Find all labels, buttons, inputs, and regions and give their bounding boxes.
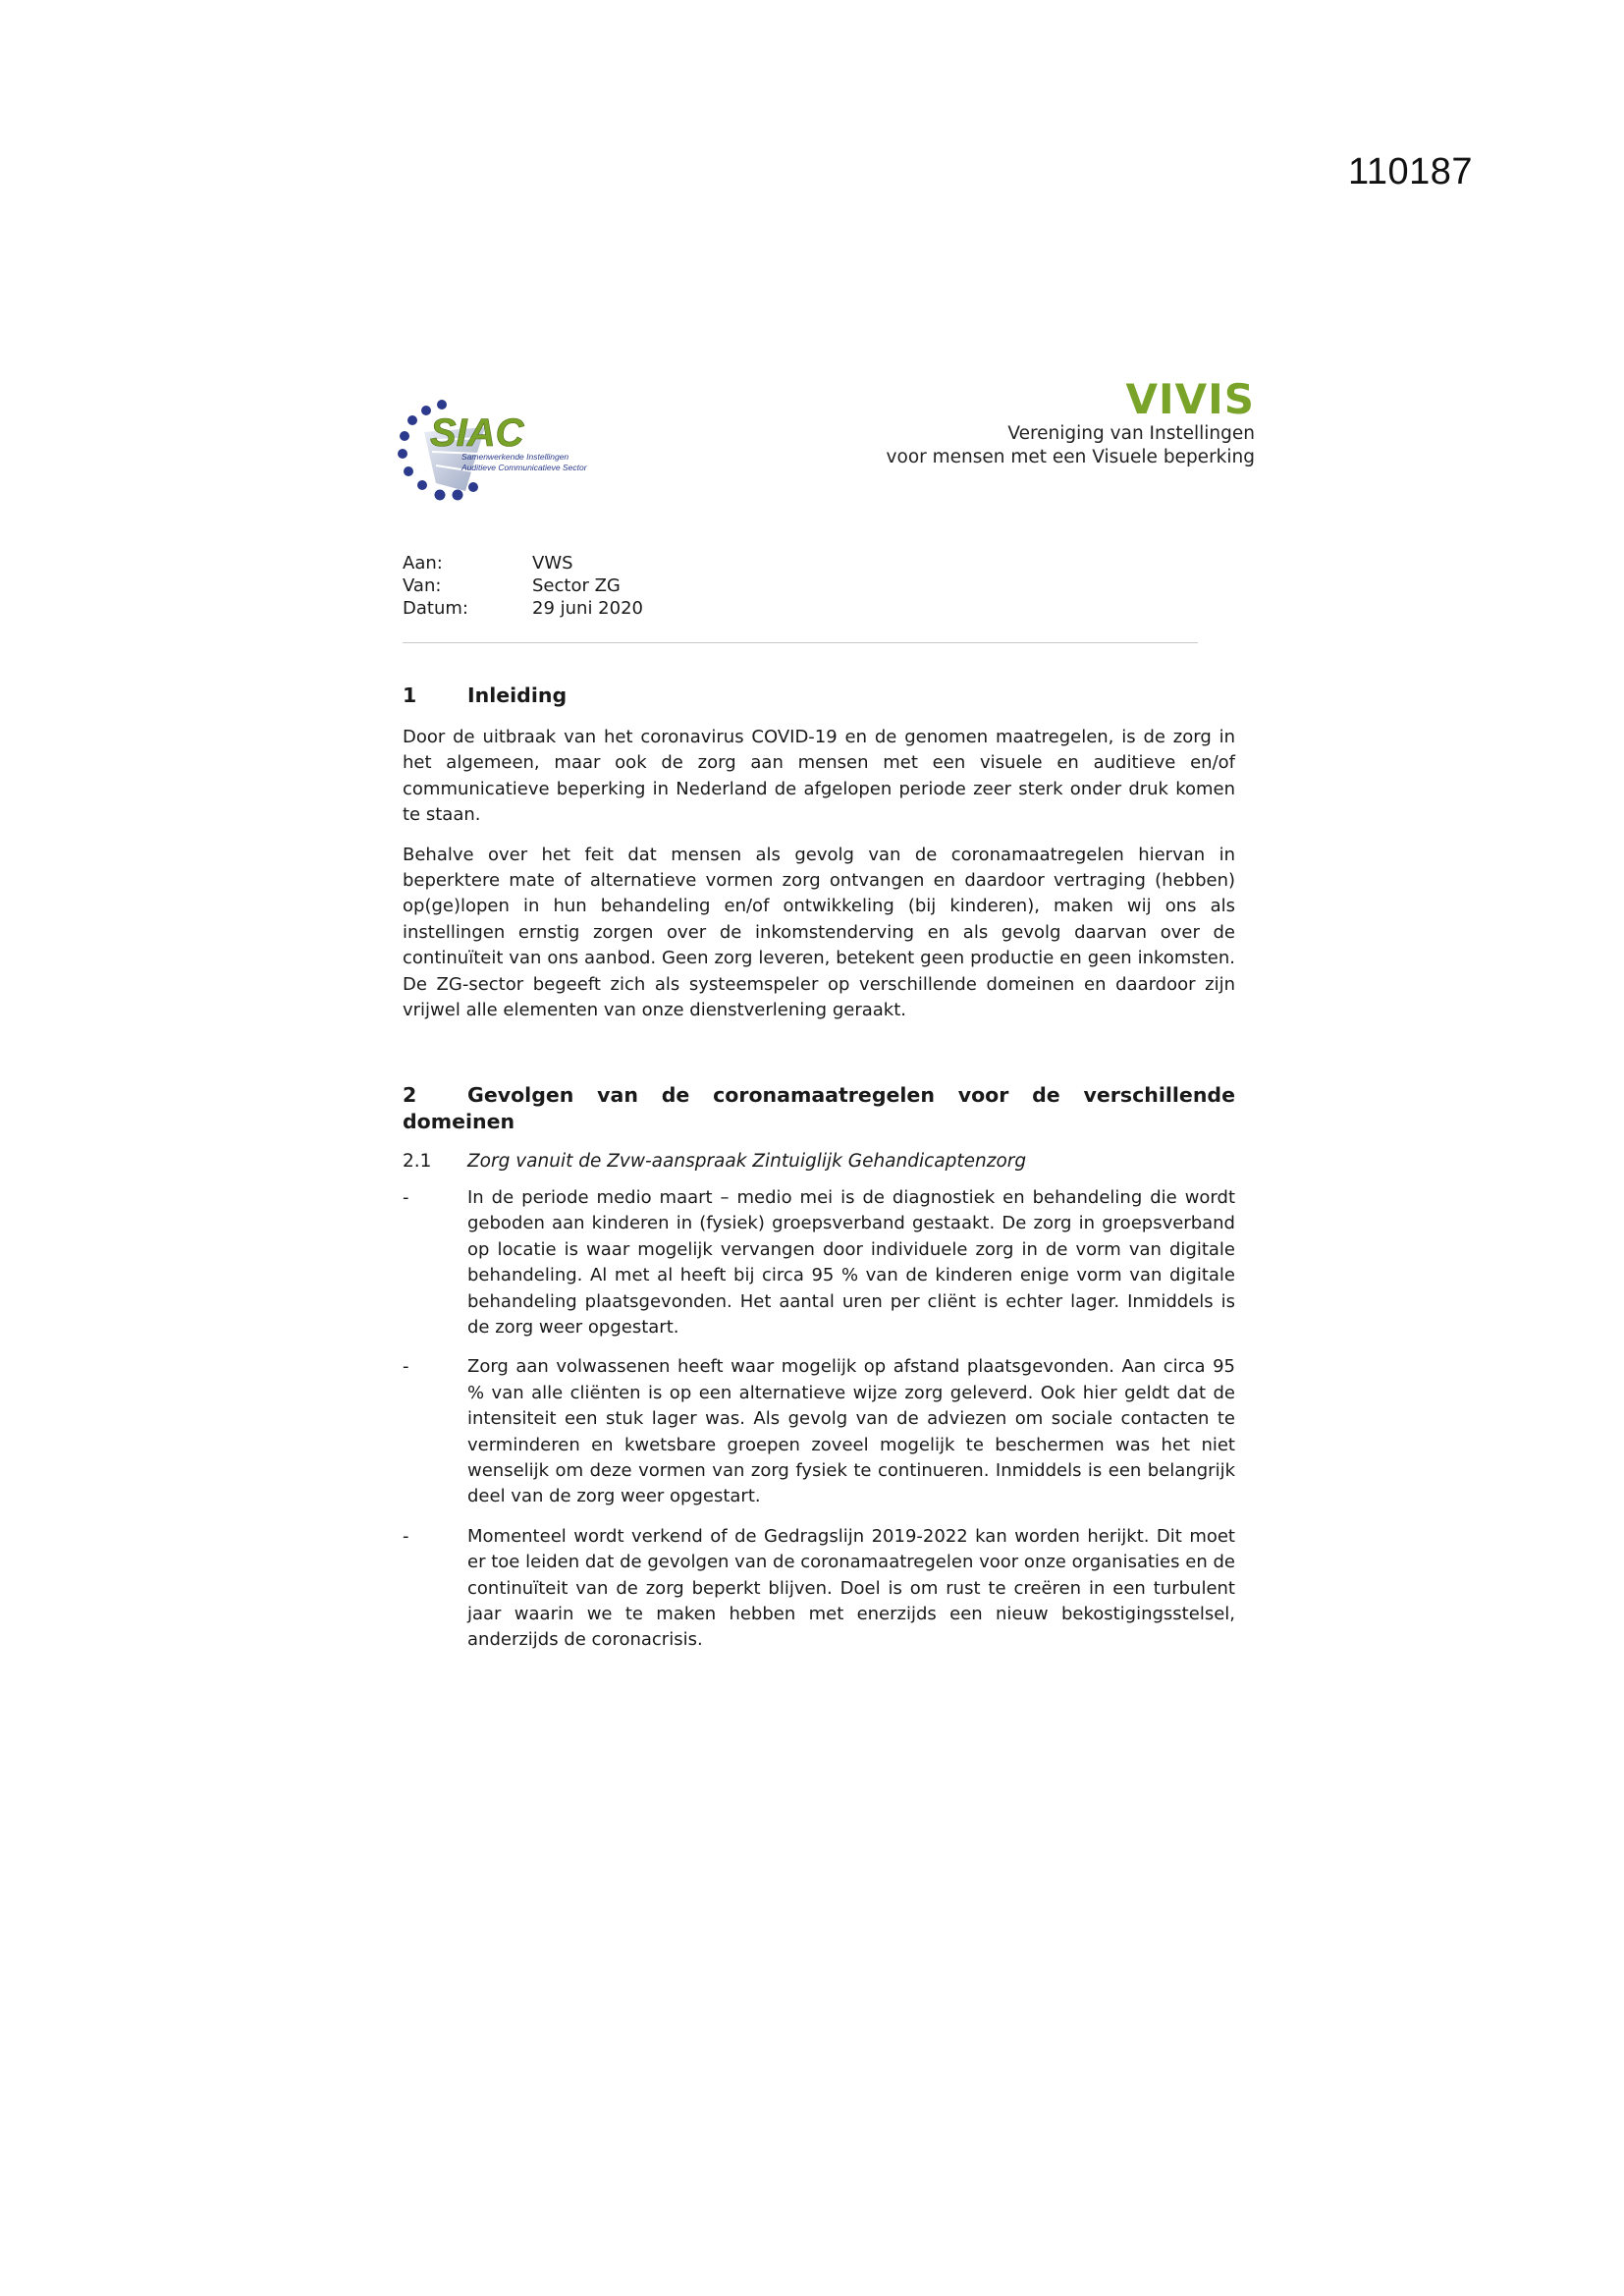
address-value: VWS xyxy=(532,553,573,574)
address-row-to xyxy=(403,552,643,574)
address-row-from xyxy=(403,574,643,597)
bullet-text: Momenteel wordt verkend of de Gedragslijn 2019-2022 kan worden herijkt. Dit moet er toe leiden dat de gevolgen van de coronamaatregelen voor onze organisaties en de continuïteit van de zorg beperkt blijven. Doel is om rust te creëren in een turbulent jaar waarin we te maken hebben met enerzijds een nieuw bekostigingsstelsel, anderzijds de coronacrisis. xyxy=(467,1525,1235,1651)
subsection-title: Zorg vanuit de Zvw-aanspraak Zintuiglijk Gehandicaptenzorg xyxy=(467,1151,1027,1173)
list-item xyxy=(403,1524,1235,1654)
section-number: 2 xyxy=(403,1083,417,1108)
paragraph: Door de uitbraak van het coronavirus COVID-19 en de genomen maatregelen, is de zorg in het algemeen, maar ook de zorg aan mensen met een visuele en auditieve en/of communicatieve beperking in Nederland de afgelopen periode zeer sterk onder druk komen te staan. xyxy=(403,727,1235,826)
siac-logo-line1: Samenwerkende Instellingen xyxy=(461,452,569,462)
document-number: 110187 xyxy=(1348,151,1473,192)
address-label: Datum: xyxy=(403,598,468,619)
bullet-text: Zorg aan volwassenen heeft waar mogelijk op afstand plaatsgevonden. Aan circa 95 % van alle cliënten is op een alternatieve wijze zorg geleverd. Ook hier geldt dat de intensiteit een stuk lager was. Als gevolg van de adviezen om sociale contacten te verminderen en kwetsbare groepen zoveel mogelijk te beschermen was het niet wenselijk om deze vormen van zorg fysiek te continueren. Inmiddels is een belangrijk deel van de zorg weer opgestart. xyxy=(467,1356,1235,1507)
header-divider xyxy=(403,642,1198,643)
address-value: 29 juni 2020 xyxy=(532,598,643,619)
section-number: 1 xyxy=(403,683,417,707)
paragraph: Behalve over het feit dat mensen als gevolg van de coronamaatregelen hiervan in beperktere mate of alternatieve vormen zorg ontvangen en daardoor vertraging (hebben) op(ge)lopen in hun behandeling en/of ontwikkeling (bij kinderen), maken wij ons als instellingen ernstig zorgen over de inkomstenderving en als gevolg daarvan over de continuïteit van ons aanbod. Geen zorg leveren, betekent geen productie en geen inkomsten. De ZG-sector begeeft zich als systeemspeler op verschillende domeinen en daardoor zijn vrijwel alle elementen van onze dienstverlening geraakt. xyxy=(403,844,1235,1021)
subsection-heading xyxy=(403,1149,1235,1175)
bullet-dash: - xyxy=(403,1356,409,1378)
list-item xyxy=(403,1185,1235,1340)
vivis-line1: Vereniging van Instellingen xyxy=(1007,423,1255,444)
siac-logo-line2: Auditieve Communicatieve Sector xyxy=(461,463,587,472)
subsection-number: 2.1 xyxy=(403,1151,432,1173)
vivis-line2: voor mensen met een Visuele beperking xyxy=(886,447,1255,467)
section-title-line1: Gevolgen van de coronamaatregelen voor de verschillende xyxy=(467,1083,1235,1108)
siac-logo xyxy=(397,393,632,511)
section-1-heading xyxy=(403,683,1235,709)
address-row-date xyxy=(403,597,643,620)
section-title-line2: domeinen xyxy=(403,1110,515,1134)
document-body xyxy=(403,683,1235,1667)
bullet-dash: - xyxy=(403,1525,409,1547)
section-title: Inleiding xyxy=(467,683,568,707)
address-label: Van: xyxy=(403,575,442,596)
address-label: Aan: xyxy=(403,553,443,574)
bullet-dash: - xyxy=(403,1186,409,1208)
siac-logo-name: SIAC xyxy=(430,411,524,455)
list-item xyxy=(403,1354,1235,1509)
section-2-heading xyxy=(403,1082,1235,1135)
vivis-title: VIVIS xyxy=(1125,375,1255,423)
bullet-text: In de periode medio maart – medio mei is de diagnostiek en behandeling die wordt geboden aan kinderen in (fysiek) groepsverband gestaakt. De zorg in groepsverband op locatie is waar mogelijk vervangen door individuele zorg in de vorm van digitale behandeling. Al met al heeft bij circa 95 % van de kinderen enige vorm van digitale behandeling plaatsgevonden. Het aantal uren per cliënt is echter lager. Inmiddels is de zorg weer opgestart. xyxy=(467,1186,1235,1338)
siac-logo-graphic xyxy=(397,393,632,511)
address-block xyxy=(403,552,643,620)
vivis-logo xyxy=(887,377,1255,469)
address-value: Sector ZG xyxy=(532,575,621,596)
section-2-heading-line1 xyxy=(403,1082,1235,1109)
